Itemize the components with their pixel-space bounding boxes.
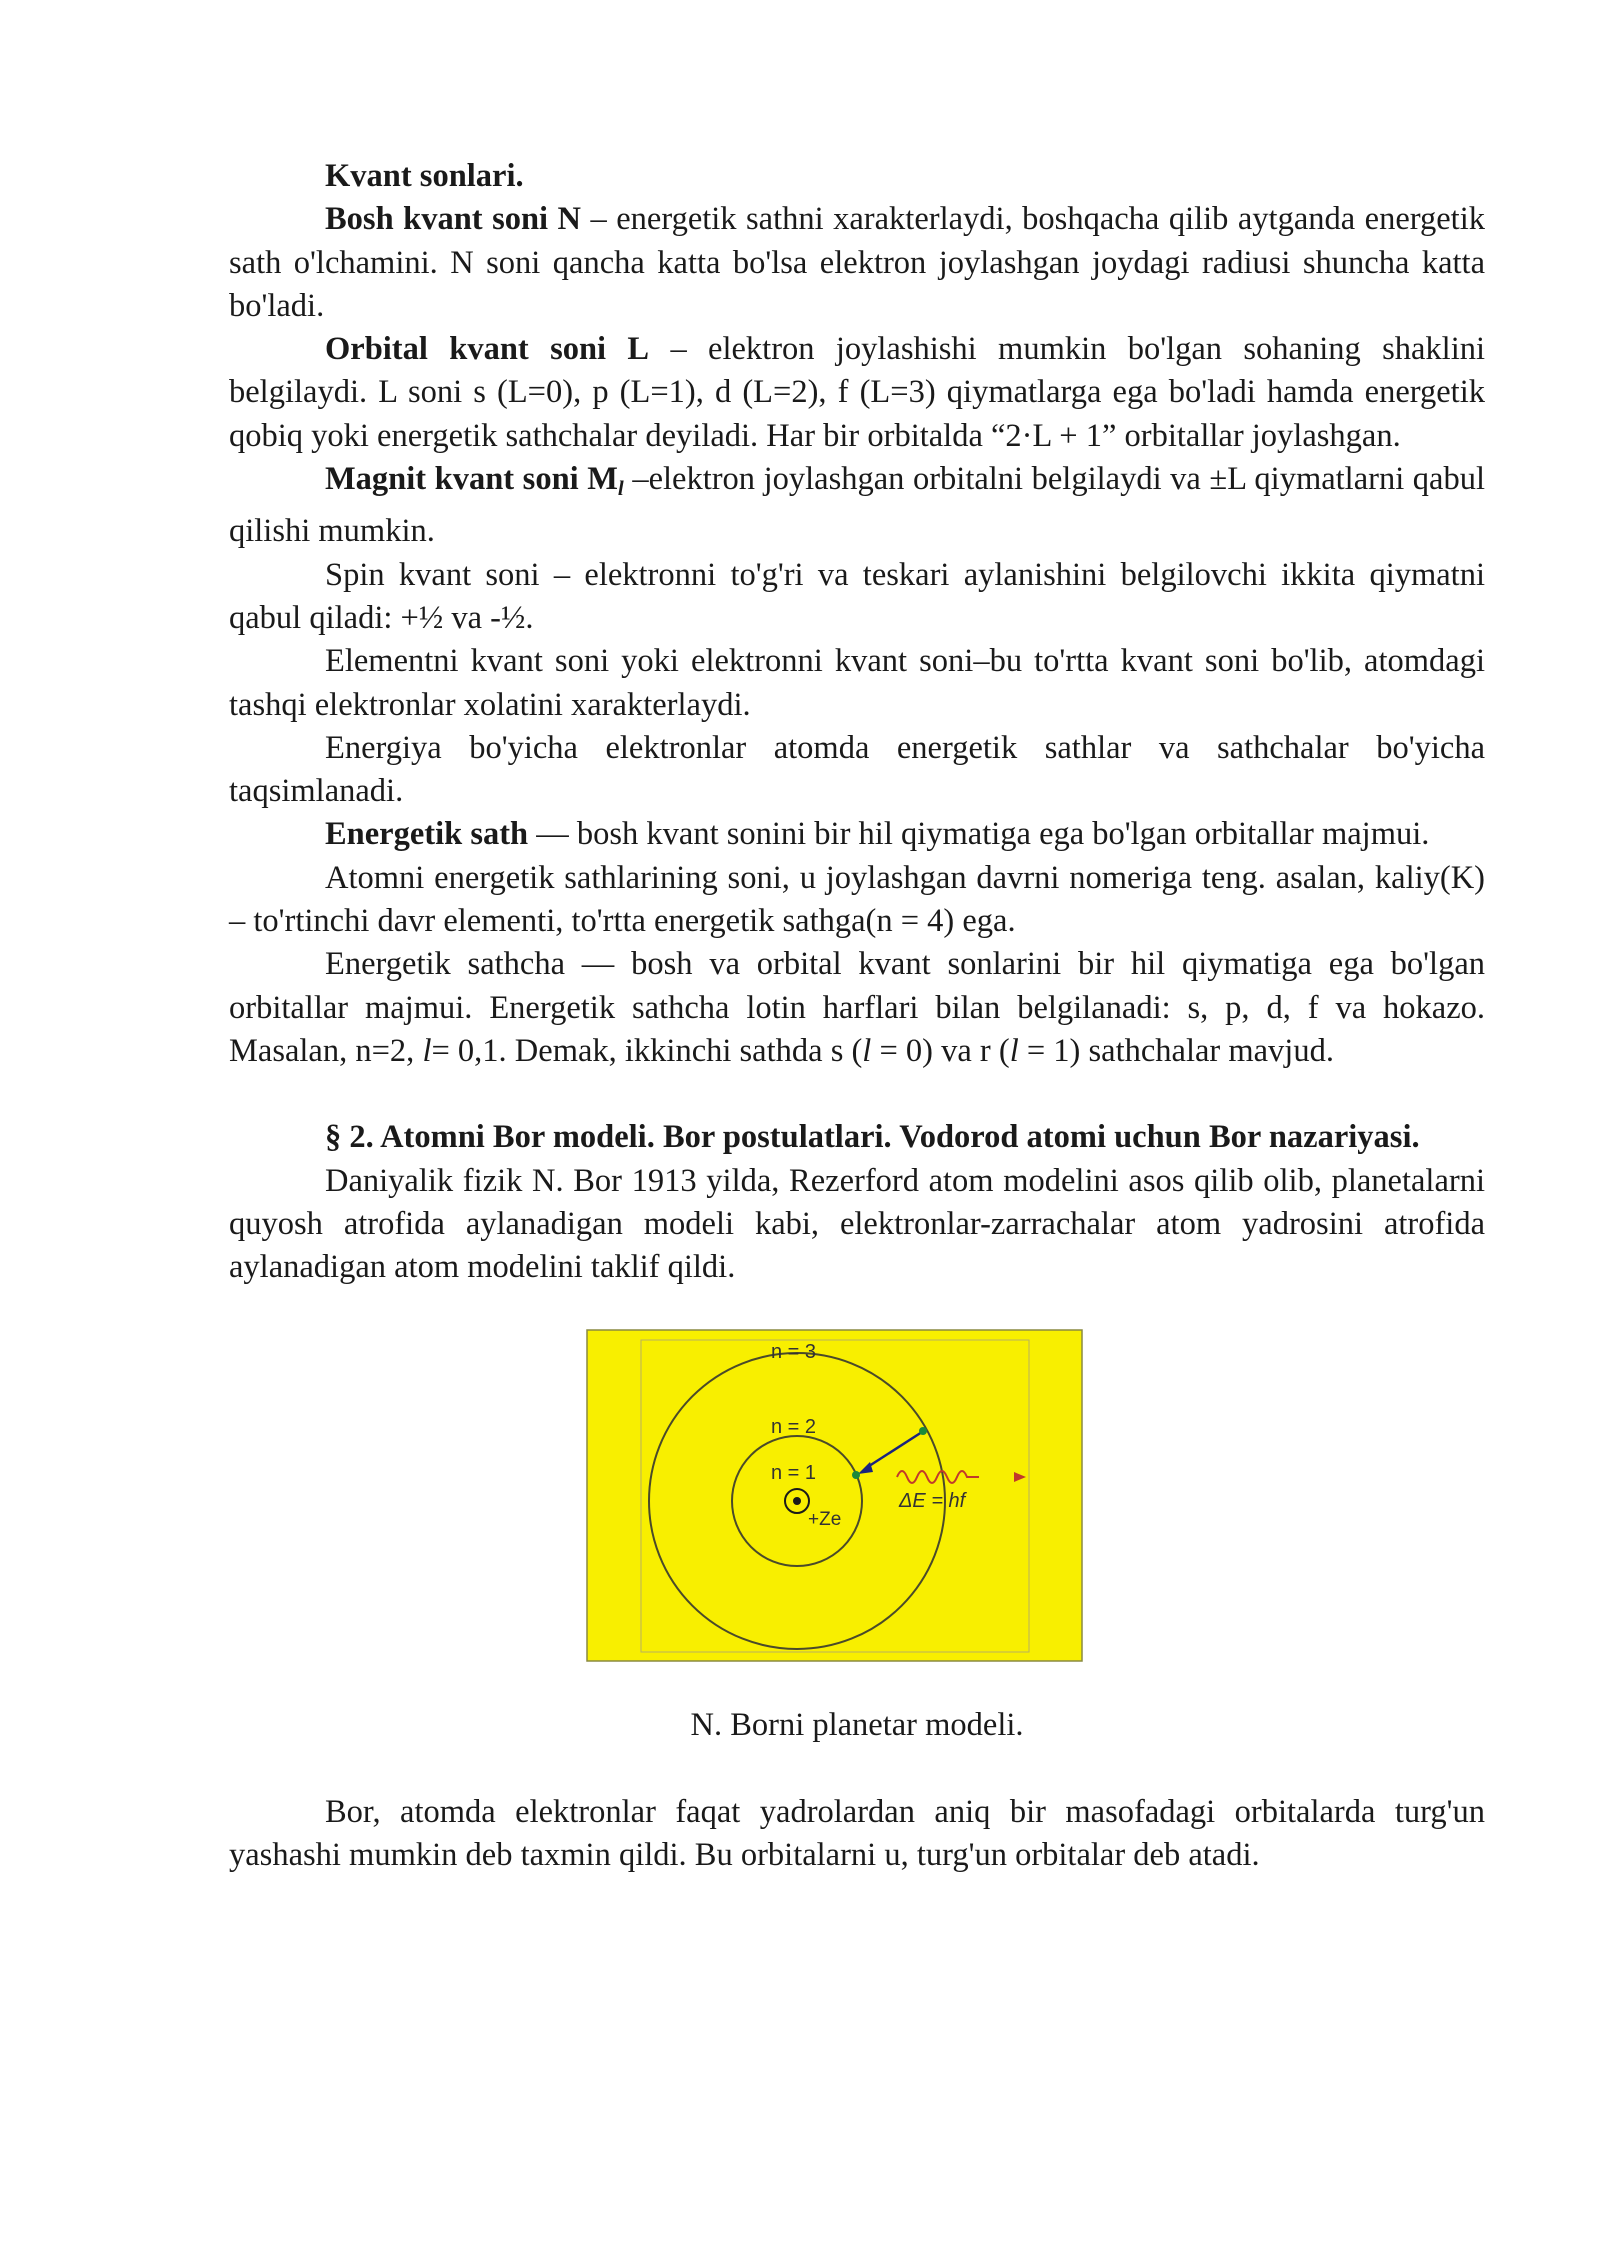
spacer: [229, 1073, 1485, 1116]
paragraph-element-quantum-number: Elementni kvant soni yoki elektronni kvant soni–bu to'rtta kvant soni bo'lib, atomdagi tashqi elektronlar xolatini xarakterlaydi.: [229, 643, 1485, 723]
section-2-heading: § 2. Atomni Bor modeli. Bor postulatlari. Vodorod atomi uchun Bor nazariyasi.: [325, 1119, 1420, 1156]
label-n2: n = 2: [771, 1416, 817, 1439]
spacer: [229, 1748, 1485, 1791]
label-energy: ΔE = hf: [899, 1490, 966, 1513]
paragraph-principal-quantum-number: Bosh kvant soni N – energetik sathni xarakterlaydi, boshqacha qilib aytganda energetik sath o'lchamini. N soni qancha katta bo'lsa elektron joylashgan joydagi radiusi shuncha katta bo'ladi.: [229, 201, 1485, 324]
electron-inner-icon: [852, 1471, 860, 1479]
section-title: Kvant sonlari.: [325, 158, 524, 194]
electron-outer-icon: [919, 1427, 927, 1435]
label-n1: n = 1: [771, 1462, 817, 1485]
label-nucleus-charge: +Ze: [808, 1509, 842, 1531]
paragraph-levels-period: Atomni energetik sathlarining soni, u joylashgan davrni nomeriga teng. asalan, kaliy(K) – to'rtinchi davr elementi, to'rtta energetik sathga(n = 4) ega.: [229, 859, 1485, 940]
term-principal: Bosh kvant soni N: [325, 201, 582, 238]
paragraph-energy-distribution: Energiya bo'yicha elektronlar atomda energetik sathlar va sathchalar bo'yicha taqsimlanadi.: [229, 729, 1485, 810]
term-orbital: Orbital kvant soni L: [325, 331, 650, 368]
paragraph-spin-quantum-number: Spin kvant soni – elektronni to'g'ri va teskari aylanishini belgilovchi ikkita qiymatni qabul qiladi: +½ va -½.: [229, 556, 1485, 636]
figure-caption: N. Borni planetar modeli.: [690, 1707, 1024, 1744]
paragraph-energy-sublevel: Energetik sathcha — bosh va orbital kvant sonlarini bir hil qiymatiga ega bo'lgan orbitallar majmui. Energetik sathcha lotin harflari bilan belgilanadi: s, p, d, f va hokazo. Masalan, n=2, l= 0,1. Demak, ikkinchi sathda s (l = 0) va r (l = 1) sathchalar mavjud.: [229, 946, 1485, 1069]
paragraph-magnetic-quantum-number: Magnit kvant soni $M_l$ –elektron joylashgan orbitalni belgilaydi va ±L qiymatlarni qabul qilishi mumkin.: [229, 461, 1485, 550]
nucleus-icon: [793, 1497, 801, 1505]
paragraph-energy-level: Energetik sath — bosh kvant sonini bir hil qiymatiga ega bo'lgan orbitallar majmui.: [325, 816, 1430, 853]
paragraph-bohr-intro: Daniyalik fizik N. Bor 1913 yilda, Rezerford atom modelini asos qilib olib, planetalarni quyosh atrofida aylanadigan modeli kabi, elektronlar-zarrachalar atom yadrosini atrofida aylanadigan atom modelini taklif qildi.: [229, 1162, 1485, 1286]
term-energy-level: Energetik sath: [325, 816, 529, 853]
term-magnetic: Magnit kvant soni $M_l$: [325, 461, 624, 501]
paragraph-orbital-quantum-number: Orbital kvant soni L – elektron joylashishi mumkin bo'lgan sohaning shaklini belgilaydi. L soni s (L=0), p (L=1), d (L=2), f (L=3) qiymatlarga ega bo'ladi hamda energetik qobiq yoki energetik sathchalar deyiladi. Har bir orbitalda “2·L + 1” orbitallar joylashgan.: [229, 331, 1485, 454]
paragraph-stable-orbits: Bor, atomda elektronlar faqat yadrolardan aniq bir masofadagi orbitalarda turg'un yashashi mumkin deb taxmin qildi. Bu orbitalarni u, turg'un orbitalar deb atadi.: [229, 1793, 1485, 1874]
document-page: [229, 155, 1485, 1877]
bohr-model-figure: [586, 1329, 1083, 1662]
label-n3: n = 3: [771, 1341, 817, 1364]
figure-container: [229, 1289, 1485, 1704]
figure-background: [587, 1330, 1082, 1661]
